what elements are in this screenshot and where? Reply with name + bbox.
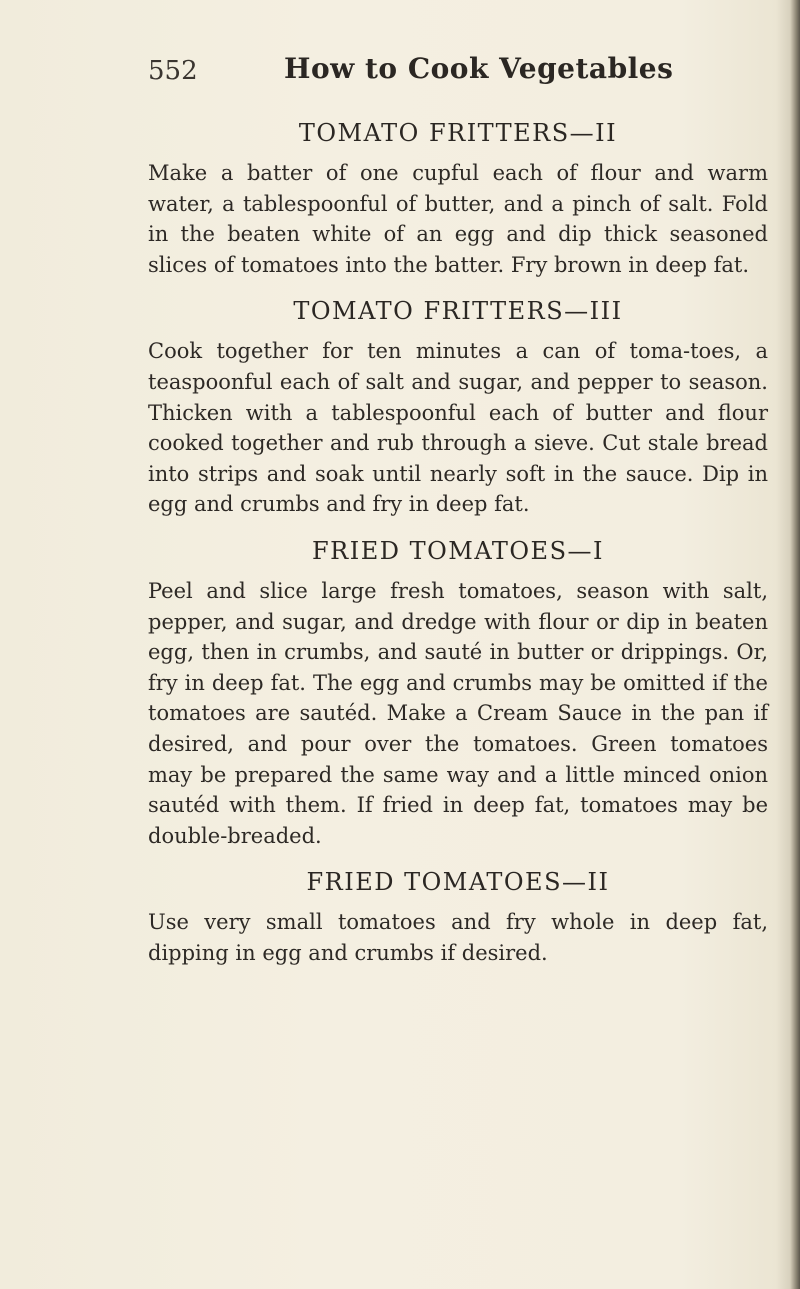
- page-number: 552: [148, 56, 198, 86]
- section-body: Use very small tomatoes and fry whole in deep fat, dipping in egg and crumbs if desired.: [148, 910, 768, 965]
- page-spine-edge: [790, 0, 800, 1289]
- section-heading: FRIED TOMATOES—II: [306, 868, 610, 897]
- section-body: Cook together for ten minutes a can of toma-toes, a teaspoonful each of salt and sugar, and pepper to season. Thicken with a tablespoonful each of butter and flour cooked together and rub through a sieve. Cut stale bread into strips and soak until nearly soft in the sauce. Dip in egg and crumbs and fry in deep fat.: [148, 339, 768, 517]
- recipe-section: [148, 865, 768, 968]
- recipe-section: [148, 116, 768, 280]
- recipe-section: [148, 294, 768, 520]
- section-heading: TOMATO FRITTERS—II: [298, 119, 618, 147]
- section-body: Peel and slice large fresh tomatoes, season with salt, pepper, and sugar, and dredge with flour or dip in beaten egg, then in crumbs, and sauté in butter or drippings. Or, fry in deep fat. The egg and crumbs may be omitted if the tomatoes are sautéd. Make a Cream Sauce in the pan if desired, and pour over the tomatoes. Green tomatoes may be prepared the same way and a little minced onion sautéd with them. If fried in deep fat, tomatoes may be double-breaded.: [148, 578, 768, 848]
- page-content: [148, 116, 768, 982]
- section-heading: TOMATO FRITTERS—III: [293, 297, 623, 326]
- recipe-section: [148, 534, 768, 851]
- section-heading: FRIED TOMATOES—I: [312, 536, 604, 565]
- running-title: How to Cook Vegetables: [284, 52, 674, 85]
- section-body: Make a batter of one cupful each of flour and warm water, a tablespoonful of butter, and a pinch of salt. Fold in the beaten white of an egg and dip thick seasoned slices of tomatoes into the batter. Fry brown in deep fat.: [148, 161, 768, 277]
